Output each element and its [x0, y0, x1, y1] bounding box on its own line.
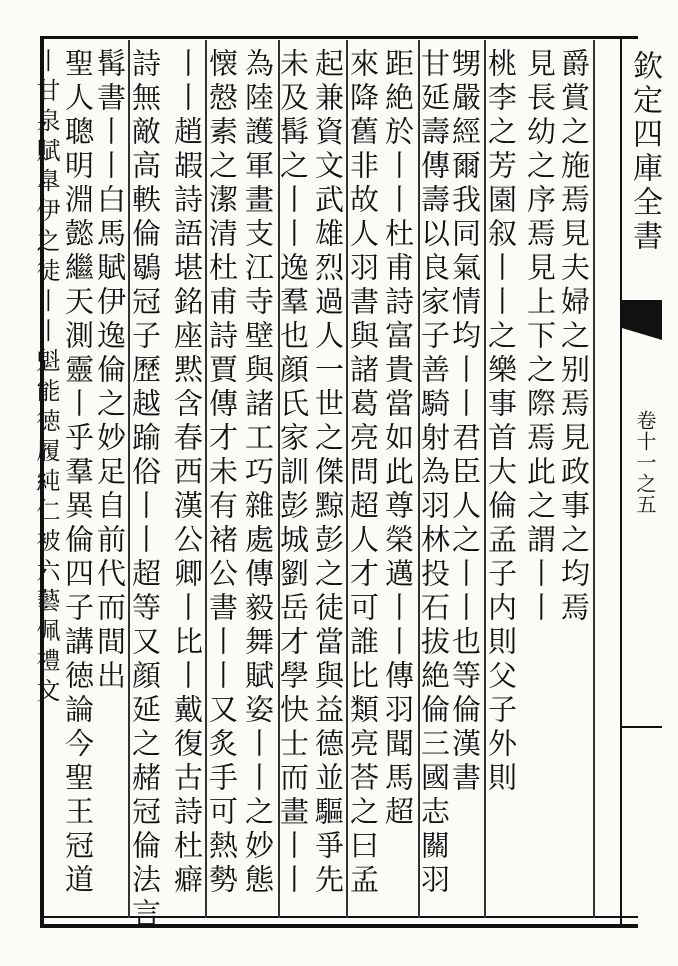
- text-column: 丨丨趙嘏詩語堪銘座黙含春西漢公卿丨比丨戴復古詩杜癖: [170, 48, 204, 898]
- text-column: 詩無敵高軼倫鶡冠子歷越踰俗丨丨超等又顔延之赭冠倫法言: [128, 48, 162, 932]
- text-column: 懐慤素之潔清杜甫詩賈傳才未有褚公書丨丨又炙手可熱勢: [205, 48, 239, 898]
- fish-line-ornament: [622, 726, 662, 728]
- volume-label: 卷十一之五: [633, 410, 657, 515]
- text-column: 聖人聰明淵懿繼天測靈丨乎羣異倫四子講徳論今聖王冠道: [61, 48, 95, 898]
- text-column: 為陸護軍畫支江寺壁與諸工巧雜處傳毅舞賦姿丨丨之妙態: [241, 48, 275, 898]
- text-column: 甥嚴經爾我同氣情均丨丨君臣人之丨丨也等倫漢書: [448, 48, 482, 796]
- text-column: 距絶於丨丨杜甫詩富貴當如此尊榮邁丨丨傳羽聞馬超: [381, 48, 415, 830]
- text-column: 丨甘泉賦臯伊之徒丨丨魁能徳履純仁被六藝佩禮文: [32, 48, 60, 708]
- text-column: 未及髯之丨丨逸羣也顔氏家訓彭城劉岳才學快士而畫丨丨: [276, 48, 310, 898]
- text-column: 髯書丨丨白馬賦伊逸倫之妙足自前代而間出: [93, 48, 127, 694]
- book-title: 欽定四庫全書: [627, 50, 662, 254]
- text-column: 見長幼之序焉見上下之際焉此之謂丨丨: [523, 48, 557, 626]
- text-column: 甘延壽傳壽以良家子善騎射為羽林投石拔絶倫三國志關羽: [417, 48, 451, 898]
- text-column: 桃李之芳園叙丨丨之樂事首大倫孟子内則父子外則: [484, 48, 518, 796]
- text-column: 爵賞之施焉見夫婦之别焉見政事之均焉: [557, 48, 591, 626]
- text-column: 來降舊非故人羽書與諸葛亮問超人才可誰比類亮荅之曰孟: [346, 48, 380, 898]
- text-column: 起兼資文武雄烈過人一世之傑黥彭之徒當與益德並驅爭先: [311, 48, 345, 898]
